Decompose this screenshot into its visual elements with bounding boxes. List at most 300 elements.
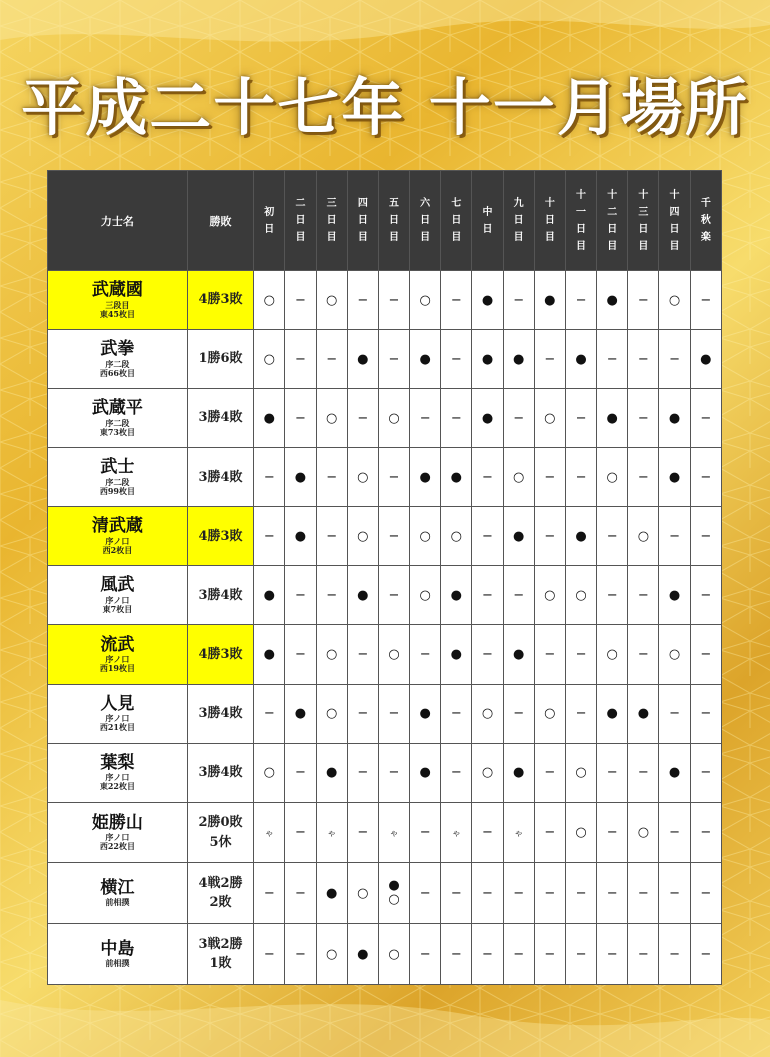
result-day-12: − (597, 802, 628, 863)
header-day-char: 六 (420, 198, 431, 209)
header-day-char: 日 (482, 223, 493, 235)
header-day-char: 目 (357, 232, 368, 243)
record-cell (187, 684, 253, 743)
header-day-char: 十 (638, 189, 649, 201)
result-day-11: − (565, 271, 596, 330)
wrestler-cell (48, 743, 188, 802)
wrestler-cell (48, 924, 188, 985)
result-day-2: − (285, 924, 316, 985)
result-day-5: ゃ (378, 802, 409, 863)
result-day-8: ● (472, 389, 503, 448)
result-day-9: ゃ (503, 802, 534, 863)
header-day-7 (441, 171, 472, 271)
header-day-char: 十 (544, 198, 555, 209)
result-day-9: ○ (503, 448, 534, 507)
header-record: 勝敗 (187, 171, 253, 271)
header-wrestler-name: 力士名 (48, 171, 188, 271)
result-day-7: ● (441, 448, 472, 507)
wrestler-name: 葉梨 (100, 752, 135, 773)
result-day-10: − (534, 330, 565, 389)
result-day-14: ○ (659, 625, 690, 684)
result-day-8: ○ (472, 743, 503, 802)
header-day-char: 日 (420, 215, 431, 226)
result-day-13: ○ (628, 802, 659, 863)
wrestler-rank: 序ノ口 (105, 654, 130, 665)
header-day-char: 五 (388, 198, 399, 209)
record-line: 4勝3敗 (198, 646, 243, 662)
header-day-12 (597, 171, 628, 271)
result-day-4: ○ (347, 448, 378, 507)
result-day-15: − (690, 625, 721, 684)
result-day-12: − (597, 330, 628, 389)
result-day-11: − (565, 448, 596, 507)
wrestler-rank: 序二段 (105, 476, 130, 487)
record-cell (187, 271, 253, 330)
result-day-8: − (472, 924, 503, 985)
record-line: 2敗 (209, 895, 232, 911)
header-day-char: 三 (638, 206, 649, 218)
result-day-2: ● (285, 507, 316, 566)
result-day-8: ● (472, 271, 503, 330)
header-day-5 (378, 171, 409, 271)
header-day-char: 目 (388, 232, 399, 243)
result-day-4: ○ (347, 863, 378, 924)
result-day-13: − (628, 271, 659, 330)
result-day-1: ● (254, 625, 285, 684)
result-day-15: − (690, 389, 721, 448)
record-cell (187, 863, 253, 924)
header-day-char: 七 (451, 198, 462, 209)
wrestler-rank: 前相撲 (105, 897, 130, 908)
result-day-10: ○ (534, 389, 565, 448)
wrestler-position: 西19枚目 (99, 663, 135, 674)
wrestler-name: 人見 (100, 693, 135, 714)
result-day-7: − (441, 863, 472, 924)
record-line: 3勝4敗 (198, 705, 243, 721)
result-day-10: ○ (534, 684, 565, 743)
result-day-3: − (316, 507, 347, 566)
header-day-char: 日 (638, 223, 649, 235)
result-day-7: ○ (441, 507, 472, 566)
header-day-6 (410, 171, 441, 271)
wrestler-cell (48, 448, 188, 507)
result-day-15: − (690, 743, 721, 802)
result-day-8: − (472, 448, 503, 507)
record-cell (187, 330, 253, 389)
result-day-7: − (441, 684, 472, 743)
table-row (48, 330, 722, 389)
result-day-11: − (565, 863, 596, 924)
result-day-2: − (285, 863, 316, 924)
header-day-2 (285, 171, 316, 271)
record-cell (187, 389, 253, 448)
result-day-1: − (254, 448, 285, 507)
result-day-11: ● (565, 330, 596, 389)
result-day-13: − (628, 389, 659, 448)
result-day-11: ○ (565, 566, 596, 625)
result-day-3: ○ (316, 684, 347, 743)
header-day-char: 目 (420, 232, 431, 243)
wrestler-rank: 序二段 (105, 417, 130, 428)
result-day-7: − (441, 271, 472, 330)
result-day-15: − (690, 863, 721, 924)
header-day-char: 日 (669, 223, 680, 235)
result-day-5: ○ (378, 625, 409, 684)
result-day-7: − (441, 389, 472, 448)
result-day-3: − (316, 448, 347, 507)
header-day-char: 二 (607, 206, 618, 218)
result-day-7: − (441, 330, 472, 389)
wrestler-rank: 序ノ口 (105, 535, 130, 546)
result-day-13: − (628, 448, 659, 507)
result-day-3: ○ (316, 389, 347, 448)
header-day-char: 秋 (700, 215, 711, 226)
result-day-14: − (659, 924, 690, 985)
result-day-10: ○ (534, 566, 565, 625)
result-day-1: − (254, 863, 285, 924)
wrestler-rank: 序ノ口 (105, 595, 130, 606)
header-day-char: 楽 (700, 232, 711, 243)
result-day-14: ○ (659, 271, 690, 330)
result-day-5: ○ (378, 389, 409, 448)
result-day-3: ○ (316, 924, 347, 985)
result-day-12: ● (597, 684, 628, 743)
header-day-char: 目 (295, 232, 306, 243)
header-day-char: 目 (513, 232, 524, 243)
result-day-11: ● (565, 507, 596, 566)
record-line: 3勝4敗 (198, 410, 243, 426)
record-line: 4戦2勝 (198, 875, 243, 891)
result-day-6: ● (410, 743, 441, 802)
result-day-6: ● (410, 684, 441, 743)
result-day-13: − (628, 863, 659, 924)
result-day-14: ● (659, 389, 690, 448)
wrestler-name: 中島 (100, 938, 135, 959)
result-day-11: ○ (565, 802, 596, 863)
result-day-1: ○ (254, 271, 285, 330)
result-day-8: − (472, 863, 503, 924)
results-table (47, 170, 722, 985)
wrestler-name: 武士 (100, 457, 135, 478)
result-day-12: − (597, 924, 628, 985)
wrestler-rank: 序ノ口 (105, 713, 130, 724)
result-day-1: ● (254, 566, 285, 625)
table-row (48, 924, 722, 985)
result-day-3: − (316, 566, 347, 625)
result-day-4: ● (347, 330, 378, 389)
result-day-2: − (285, 802, 316, 863)
header-day-3 (316, 171, 347, 271)
record-cell (187, 507, 253, 566)
header-day-char: 十 (669, 189, 680, 201)
header-day-char: 目 (326, 232, 337, 243)
record-line: 1勝6敗 (198, 351, 243, 367)
result-day-5: − (378, 271, 409, 330)
header-day-char: 一 (576, 206, 587, 218)
result-day-12: ● (597, 389, 628, 448)
result-day-14: ● (659, 743, 690, 802)
result-day-4: − (347, 389, 378, 448)
result-day-9: ● (503, 625, 534, 684)
result-day-2: − (285, 566, 316, 625)
result-day-6: ○ (410, 566, 441, 625)
result-day-1: − (254, 684, 285, 743)
record-line: 2勝0敗 (198, 815, 243, 831)
record-line: 3勝4敗 (198, 587, 243, 603)
result-day-5: − (378, 566, 409, 625)
header-day-14 (659, 171, 690, 271)
wrestler-position: 東7枚目 (102, 604, 133, 615)
result-day-10: − (534, 863, 565, 924)
result-day-4: ● (347, 924, 378, 985)
result-day-14: − (659, 863, 690, 924)
table-row (48, 625, 722, 684)
record-cell (187, 802, 253, 863)
result-day-7: − (441, 743, 472, 802)
wrestler-position: 西21枚目 (99, 722, 135, 733)
result-day-15: − (690, 684, 721, 743)
result-day-3: ● (316, 743, 347, 802)
header-day-char: 日 (264, 223, 275, 235)
result-day-15: − (690, 507, 721, 566)
wrestler-cell (48, 507, 188, 566)
table-row (48, 448, 722, 507)
result-day-3: − (316, 330, 347, 389)
result-day-7: − (441, 924, 472, 985)
table-row (48, 684, 722, 743)
result-day-11: − (565, 684, 596, 743)
header-day-char: 千 (700, 198, 711, 209)
record-line: 4勝3敗 (198, 528, 243, 544)
result-day-4: − (347, 271, 378, 330)
result-day-9: − (503, 684, 534, 743)
wrestler-rank: 序ノ口 (105, 772, 130, 783)
result-day-14: − (659, 507, 690, 566)
wrestler-position: 東22枚目 (99, 781, 135, 792)
result-day-10: ● (534, 271, 565, 330)
result-day-13: ● (628, 684, 659, 743)
header-day-8 (472, 171, 503, 271)
result-day-9: − (503, 389, 534, 448)
header-day-char: 日 (357, 215, 368, 226)
result-day-14: ● (659, 448, 690, 507)
header-day-char: 中 (482, 206, 493, 218)
wrestler-cell (48, 566, 188, 625)
result-day-3: ○ (316, 625, 347, 684)
result-day-9: ● (503, 743, 534, 802)
result-day-12: ○ (597, 448, 628, 507)
result-day-8: − (472, 507, 503, 566)
result-day-7: ● (441, 625, 472, 684)
wrestler-cell (48, 863, 188, 924)
header-day-10 (534, 171, 565, 271)
record-cell (187, 743, 253, 802)
result-day-1: − (254, 507, 285, 566)
result-day-5: ○ (378, 924, 409, 985)
wrestler-rank: 前相撲 (105, 958, 130, 969)
result-day-13: ○ (628, 507, 659, 566)
table-row (48, 271, 722, 330)
result-day-11: − (565, 924, 596, 985)
header-day-4 (347, 171, 378, 271)
result-day-15: − (690, 802, 721, 863)
result-day-9: ● (503, 507, 534, 566)
result-day-13: − (628, 743, 659, 802)
table-row (48, 802, 722, 863)
record-line: 3戦2勝 (198, 936, 243, 952)
result-day-4: − (347, 625, 378, 684)
result-day-14: − (659, 684, 690, 743)
result-day-5: − (378, 743, 409, 802)
result-day-6: ● (410, 330, 441, 389)
record-line: 3勝4敗 (198, 469, 243, 485)
result-day-14: ● (659, 566, 690, 625)
result-day-3: ゃ (316, 802, 347, 863)
header-day-char: 日 (388, 215, 399, 226)
wrestler-cell (48, 684, 188, 743)
result-day-5-multi (378, 863, 409, 924)
result-day-12: ○ (597, 625, 628, 684)
result-day-2: − (285, 271, 316, 330)
result-day-4: − (347, 684, 378, 743)
header-day-char: 目 (544, 232, 555, 243)
result-day-3: ○ (316, 271, 347, 330)
result-day-2: − (285, 389, 316, 448)
wrestler-name: 清武蔵 (91, 516, 143, 537)
wrestler-position: 東45枚目 (99, 308, 135, 319)
result-day-8: − (472, 566, 503, 625)
result-day-6: − (410, 802, 441, 863)
result-day-1: ゃ (254, 802, 285, 863)
header-day-char: 日 (576, 223, 587, 235)
result-day-15: − (690, 271, 721, 330)
wrestler-position: 西66枚目 (99, 367, 135, 378)
result-day-5: − (378, 507, 409, 566)
wrestler-name: 横江 (100, 877, 135, 898)
result-day-14: − (659, 802, 690, 863)
header-day-char: 日 (326, 215, 337, 226)
result-day-4: − (347, 802, 378, 863)
wrestler-cell (48, 389, 188, 448)
result-day-10: − (534, 625, 565, 684)
record-cell (187, 924, 253, 985)
header-day-char: 目 (607, 240, 618, 252)
header-day-11 (565, 171, 596, 271)
result-day-2: − (285, 743, 316, 802)
result-day-10: − (534, 448, 565, 507)
result-day-10: − (534, 743, 565, 802)
wrestler-rank: 序ノ口 (105, 832, 130, 843)
header-day-char: 日 (544, 215, 555, 226)
record-cell (187, 448, 253, 507)
header-day-char: 日 (607, 223, 618, 235)
header-day-char: 十 (576, 189, 587, 201)
header-day-char: 目 (669, 240, 680, 252)
result-day-6: ○ (410, 271, 441, 330)
record-cell (187, 625, 253, 684)
table-row (48, 566, 722, 625)
wrestler-position: 西22枚目 (99, 841, 135, 852)
record-line: 3勝4敗 (198, 764, 243, 780)
result-day-10: − (534, 802, 565, 863)
result-day-2: − (285, 625, 316, 684)
result-day-13: − (628, 330, 659, 389)
wrestler-cell (48, 271, 188, 330)
header-day-9 (503, 171, 534, 271)
result-day-8: ● (472, 330, 503, 389)
result-day-8: ○ (472, 684, 503, 743)
record-line: 1敗 (209, 956, 232, 972)
header-day-15 (690, 171, 721, 271)
result-day-6: ○ (410, 507, 441, 566)
header-day-1 (254, 171, 285, 271)
result-day-6: − (410, 625, 441, 684)
wrestler-cell (48, 330, 188, 389)
header-day-char: 初 (264, 206, 275, 218)
result-day-15: − (690, 448, 721, 507)
page-title: 平成二十七年 十一月場所 (21, 71, 749, 144)
result-day-2: ● (285, 448, 316, 507)
record-line: 5休 (209, 834, 232, 850)
header-day-char: 日 (295, 215, 306, 226)
result-day-4: ● (347, 566, 378, 625)
wrestler-position: 西2枚目 (102, 545, 133, 556)
result-day-6: − (410, 863, 441, 924)
result-day-11: − (565, 389, 596, 448)
result-day-9: ● (503, 330, 534, 389)
record-cell (187, 566, 253, 625)
result-day-7: ● (441, 566, 472, 625)
result-day-12: − (597, 863, 628, 924)
result-day-8: − (472, 625, 503, 684)
wrestler-rank: 序二段 (105, 358, 130, 369)
header-day-char: 目 (576, 240, 587, 252)
table-row (48, 507, 722, 566)
header-day-char: 日 (451, 215, 462, 226)
header-day-char: 二 (295, 198, 306, 209)
wrestler-position: 東73枚目 (99, 426, 135, 437)
header-day-char: 九 (513, 198, 524, 209)
table-row (48, 743, 722, 802)
result-day-12: ● (597, 271, 628, 330)
result-day-6: − (410, 389, 441, 448)
result-day-8: − (472, 802, 503, 863)
result-day-9: − (503, 863, 534, 924)
result-day-14: − (659, 330, 690, 389)
header-day-char: 日 (513, 215, 524, 226)
result-day-13: − (628, 924, 659, 985)
result-day-10: − (534, 507, 565, 566)
wrestler-name: 風武 (100, 575, 135, 596)
result-day-12: − (597, 566, 628, 625)
result-day-1: − (254, 924, 285, 985)
header-day-13 (628, 171, 659, 271)
wrestler-cell (48, 802, 188, 863)
header-day-char: 四 (357, 198, 368, 209)
result-day-5: − (378, 448, 409, 507)
header-day-char: 目 (638, 240, 649, 252)
wrestler-position: 西99枚目 (99, 486, 135, 497)
result-day-9: − (503, 566, 534, 625)
result-mark: ● ○ (388, 878, 400, 908)
wrestler-name: 武蔵平 (91, 398, 143, 419)
result-day-11: ○ (565, 743, 596, 802)
result-day-4: − (347, 743, 378, 802)
record-line: 4勝3敗 (198, 292, 243, 308)
result-day-15: − (690, 566, 721, 625)
result-day-4: ○ (347, 507, 378, 566)
table-row (48, 389, 722, 448)
